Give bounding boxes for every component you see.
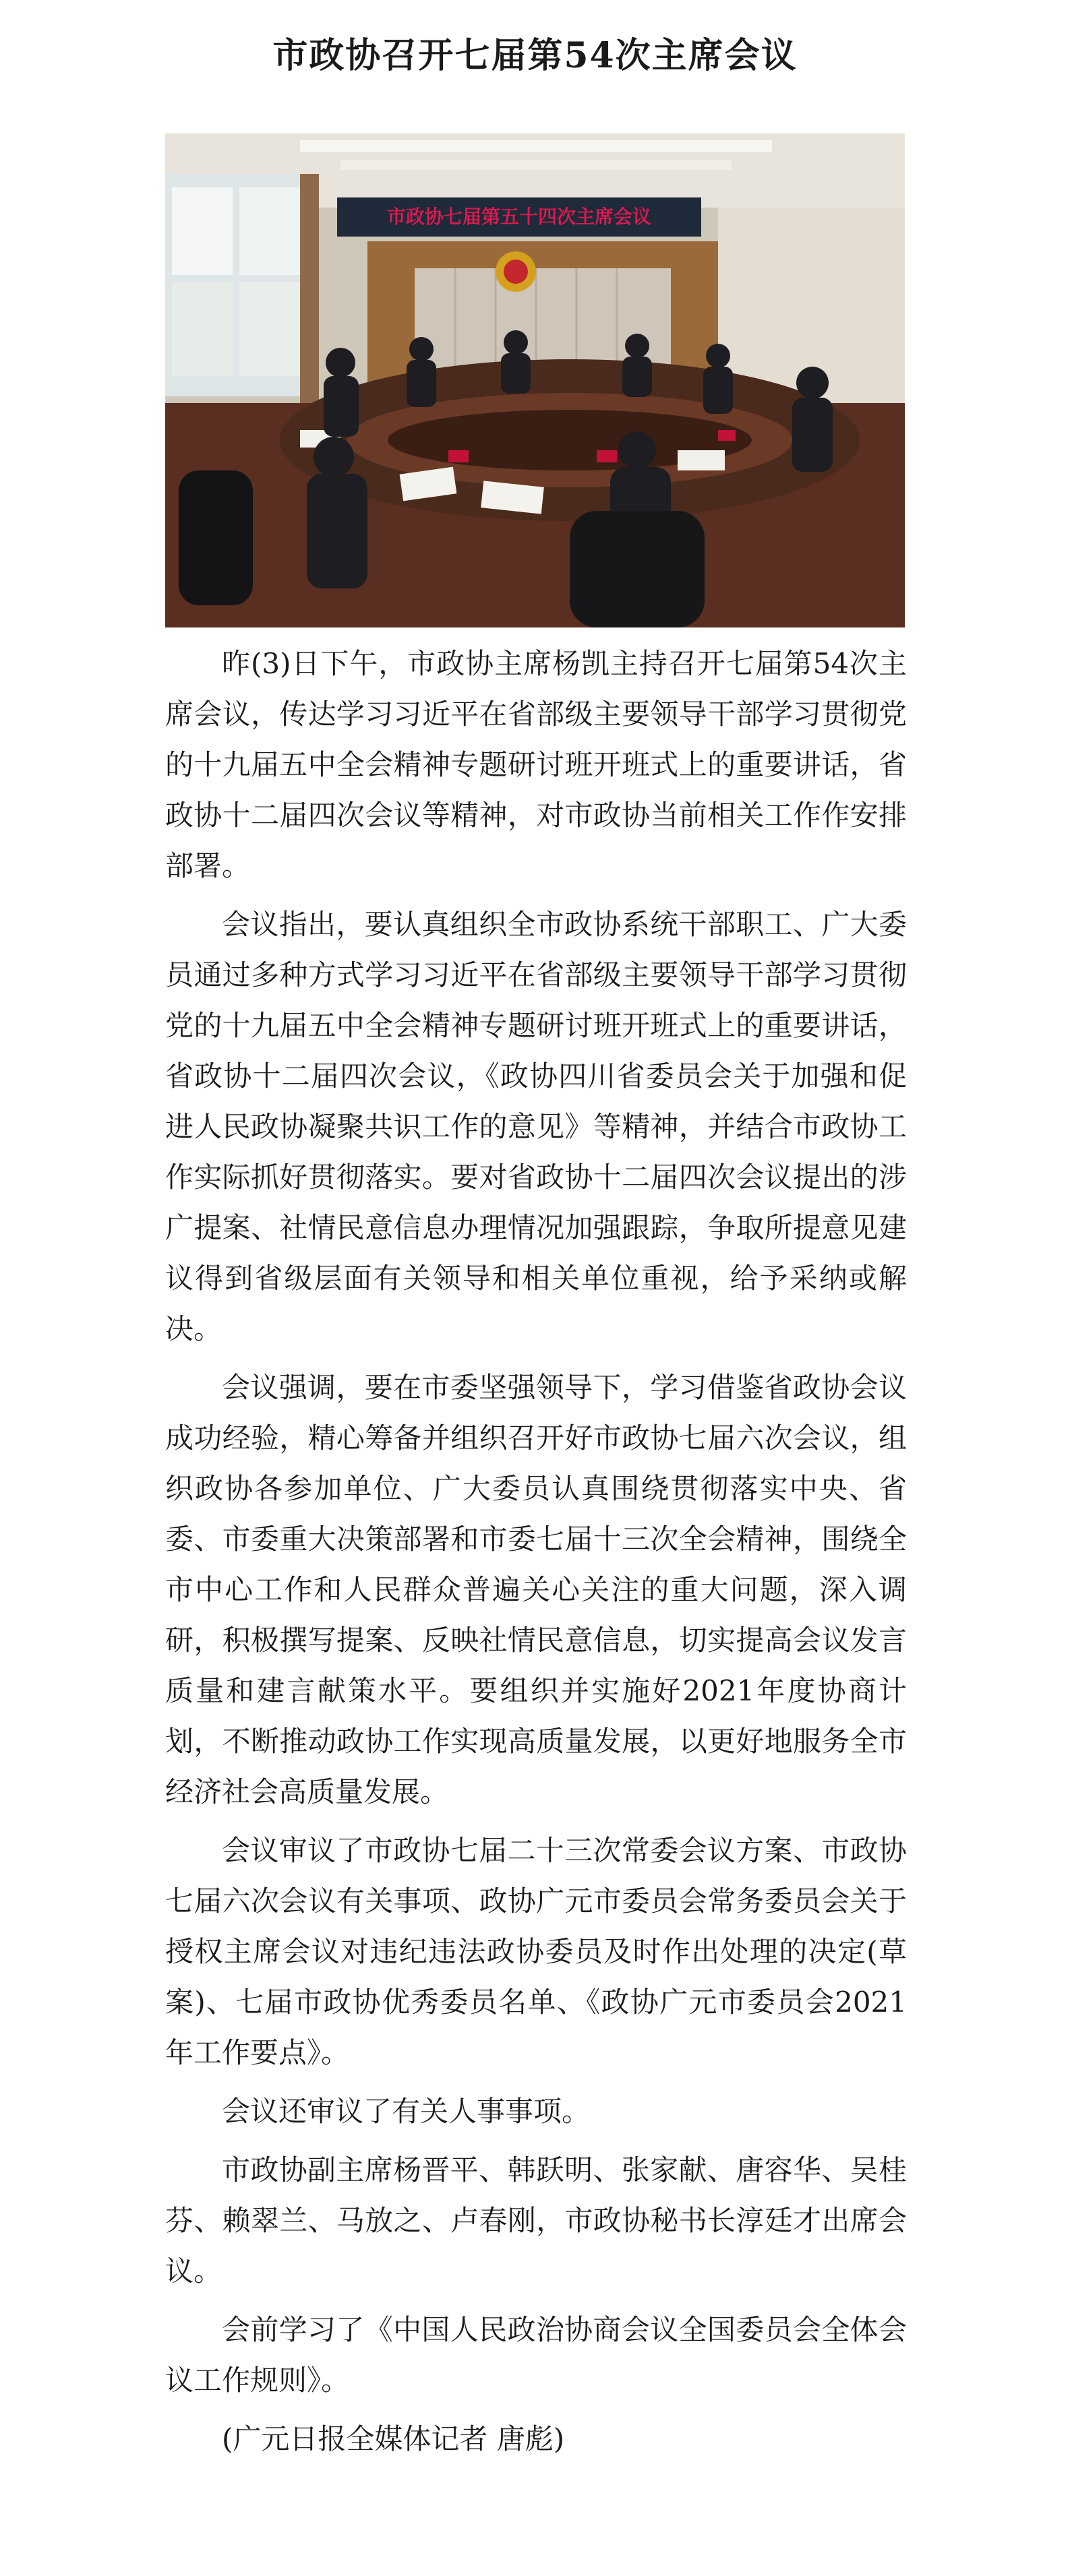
paragraph: 会议指出，要认真组织全市政协系统干部职工、广大委员通过多种方式学习习近平在省部级主要领导干部学习贯彻党的十九届五中全会精神专题研讨班开班式上的重要讲话，省政协十二届四次会议，《政协四川省委员会关于加强和促进人民政协凝聚共识工作的意见》等精神，并结合市政协工作实际抓好贯彻落实。要对省政协十二届四次会议提出的涉广提案、社情民意信息办理情况加强跟踪，争取所提意见建议得到省级层面有关领导和相关单位重视，给予采纳或解决。 bbox=[165, 908, 907, 1345]
article-body bbox=[165, 638, 907, 2472]
article-title: 市政协召开七届第54次主席会议 bbox=[272, 34, 798, 76]
paragraph: 会议强调，要在市委坚强领导下，学习借鉴省政协会议成功经验，精心筹备并组织召开好市政协七届六次会议，组织政协各参加单位、广大委员认真围绕贯彻落实中央、省委、市委重大决策部署和市委七届十三次全会精神，围绕全市中心工作和人民群众普遍关心关注的重大问题，深入调研，积极撰写提案、反映社情民意信息，切实提高会议发言质量和建言献策水平。要组织并实施好2021年度协商计划，不断推动政协工作实现高质量发展，以更好地服务全市经济社会高质量发展。 bbox=[165, 1371, 907, 1808]
byline: (广元日报全媒体记者 唐彪) bbox=[222, 2422, 565, 2455]
meeting-banner: 市政协七届第五十四次主席会议 bbox=[386, 206, 651, 228]
meeting-photo bbox=[165, 133, 905, 627]
paragraph: 会前学习了《中国人民政治协商会议全国委员会全体会议工作规则》。 bbox=[165, 2313, 907, 2397]
paragraph: 会议还审议了有关人事事项。 bbox=[222, 2095, 591, 2128]
paragraph: 会议审议了市政协七届二十三次常委会议方案、市政协七届六次会议有关事项、政协广元市委员会常务委员会关于授权主席会议对违纪违法政协委员及时作出处理的决定(草案)、七届市政协优秀委员名单、《政协广元市委员会2021年工作要点》。 bbox=[165, 1834, 907, 2069]
paragraph: 昨(3)日下午，市政协主席杨凯主持召开七届第54次主席会议，传达学习习近平在省部级主要领导干部学习贯彻党的十九届五中全会精神专题研讨班开班式上的重要讲话，省政协十二届四次会议等精神，对市政协当前相关工作作安排部署。 bbox=[165, 647, 907, 882]
paragraph: 市政协副主席杨晋平、韩跃明、张家献、唐容华、吴桂芬、赖翠兰、马放之、卢春刚，市政协秘书长淳廷才出席会议。 bbox=[165, 2153, 907, 2288]
